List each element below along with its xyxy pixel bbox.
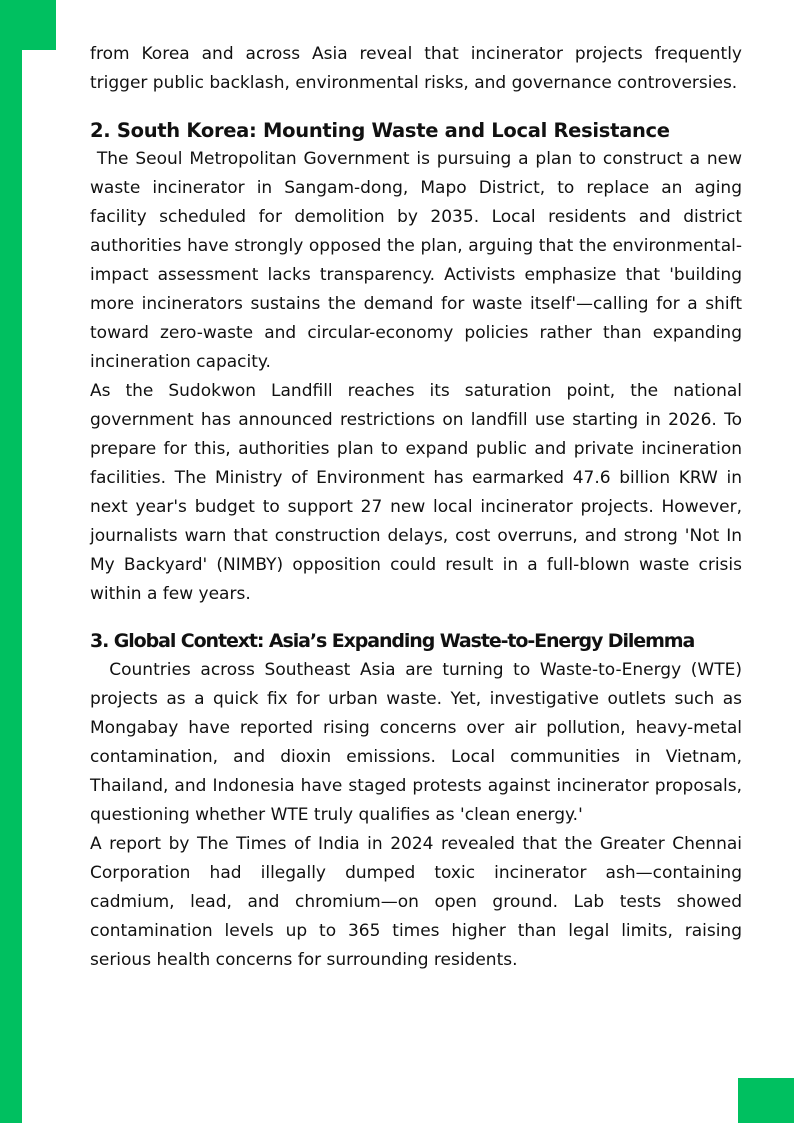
section-2-heading: 2. South Korea: Mounting Waste and Local Resistance <box>90 119 670 142</box>
section-3-paragraph-1: Countries across Southeast Asia are turning to Waste-to-Energy (WTE) projects as a quick fix for urban waste. Yet, investigative outlets such as Mongabay have reported rising concerns over air pollution, heavy-metal contamination, and dioxin emissions. Local communities in Vietnam, Thailand, and Indonesia have staged protests against incinerator proposals, questioning whether WTE truly qualifies as 'clean energy.' <box>90 660 748 825</box>
section-3-heading: 3. Global Context: Asia’s Expanding Waste-to-Energy Dilemma <box>90 630 695 652</box>
section-2-paragraph-2: As the Sudokwon Landfill reaches its saturation point, the national government has announced restrictions on landfill use starting in 2026. To prepare for this, authorities plan to expand public and private incineration facilities. The Ministry of Environment has earmarked 47.6 billion KRW in next year's budget to support 27 new local incinerator projects. However, journalists warn that construction delays, cost overruns, and strong 'Not In My Backyard' (NIMBY) opposition could result in a full-blown waste crisis within a few years. <box>90 381 742 604</box>
top-left-accent-block <box>0 0 56 50</box>
document-body <box>90 40 748 975</box>
section-2-paragraph-1: The Seoul Metropolitan Government is pursuing a plan to construct a new waste incinerator in Sangam-dong, Mapo District, to replace an aging facility scheduled for demolition by 2035. Local residents and district authorities have strongly opposed the plan, arguing that the environmental-impact assessment lacks transparency. Activists emphasize that 'building more incinerators sustains the demand for waste itself'—calling for a shift toward zero-waste and circular-economy policies rather than expanding incineration capacity. <box>90 149 748 372</box>
left-accent-bar <box>0 0 22 1123</box>
section-3-paragraph-2: A report by The Times of India in 2024 revealed that the Greater Chennai Corporation had illegally dumped toxic incinerator ash—containing cadmium, lead, and chromium—on open ground. Lab tests showed contamination levels up to 365 times higher than legal limits, raising serious health concerns for surrounding residents. <box>90 834 742 970</box>
intro-continuation-paragraph: from Korea and across Asia reveal that incinerator projects frequently trigger public backlash, environmental risks, and governance controversies. <box>90 44 742 93</box>
bottom-right-accent-block <box>738 1078 794 1123</box>
